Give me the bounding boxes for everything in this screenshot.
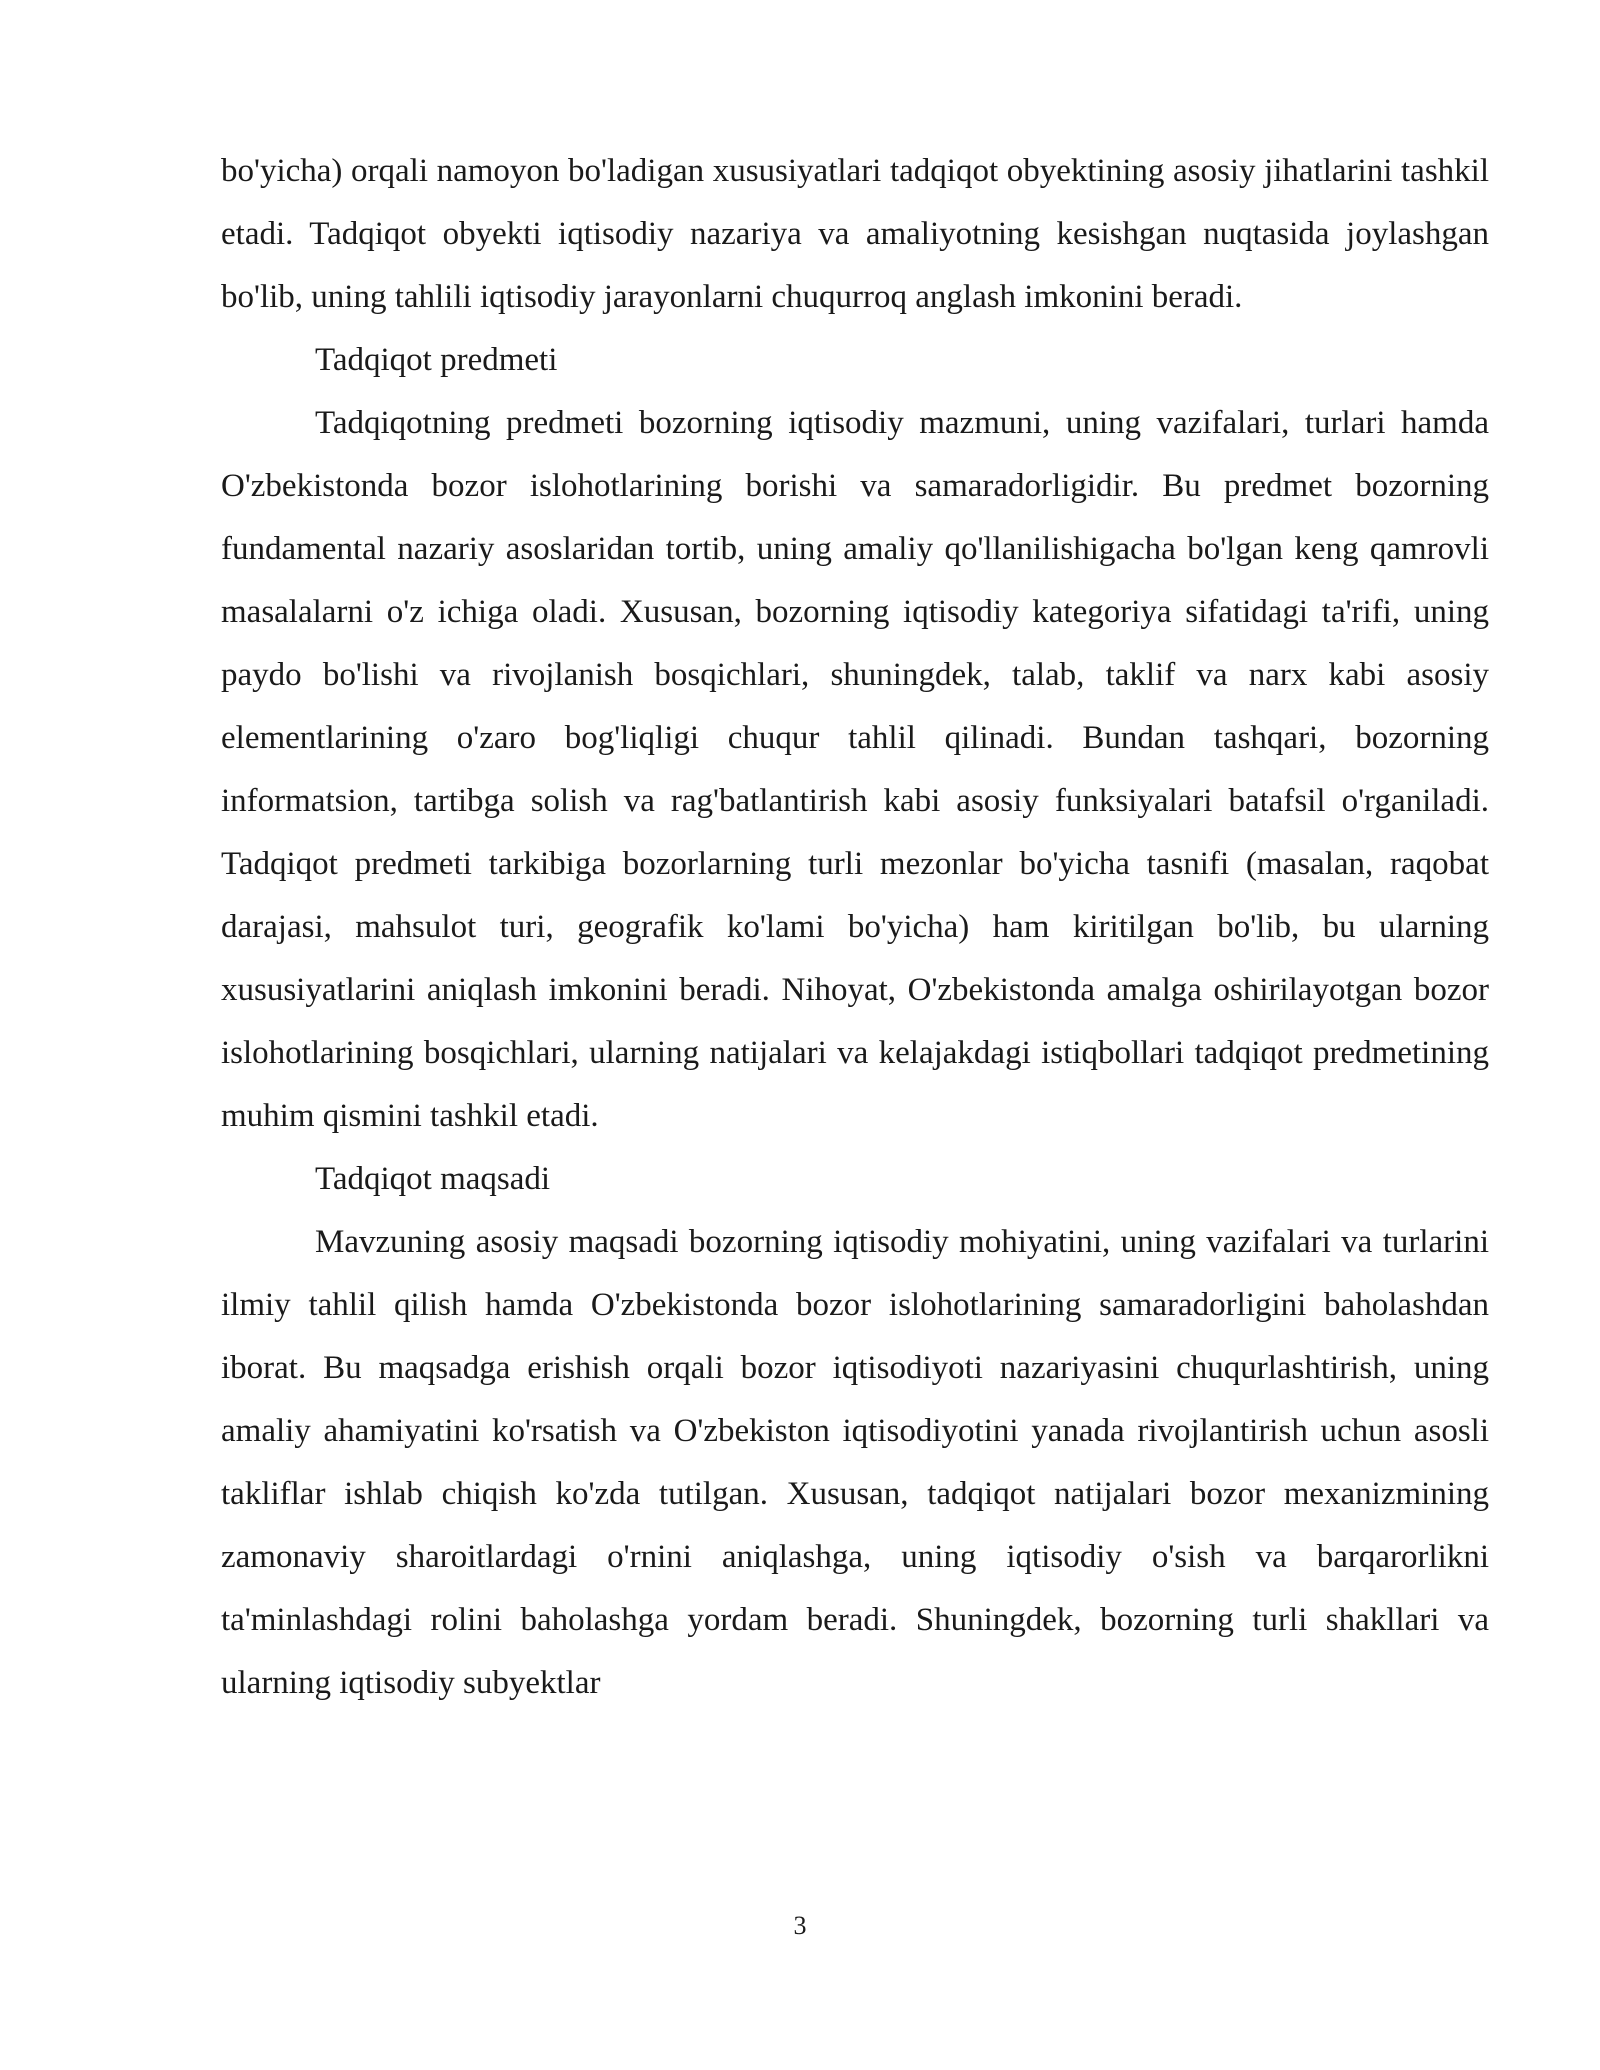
section-heading-goal: Tadqiqot maqsadi	[315, 1161, 551, 1197]
body-text	[221, 140, 1489, 1715]
paragraph-subject: Tadqiqotning predmeti bozorning iqtisodiy mazmuni, uning vazifalari, turlari hamda O'zbekistonda bozor islohotlarining borishi va samaradorligidir. Bu predmet bozorning fundamental nazariy asoslaridan tortib, uning amaliy qo'llanilishigacha bo'lgan keng qamrovli masalalarni o'z ichiga oladi. Xususan, bozorning iqtisodiy kategoriya sifatidagi ta'rifi, uning paydo bo'lishi va rivojlanish bosqichlari, shuningdek, talab, taklif va narx kabi asosiy elementlarining o'zaro bog'liqligi chuqur tahlil qilinadi. Bundan tashqari, bozorning informatsion, tartibga solish va rag'batlantirish kabi asosiy funksiyalari batafsil o'rganiladi. Tadqiqot predmeti tarkibiga bozorlarning turli mezonlar bo'yicha tasnifi (masalan, raqobat darajasi, mahsulot turi, geografik ko'lami bo'yicha) ham kiritilgan bo'lib, bu ularning xususiyatlarini aniqlash imkonini beradi. Nihoyat, O'zbekistonda amalga oshirilayotgan bozor islohotlarining bosqichlari, ularning natijalari va kelajakdagi istiqbollari tadqiqot predmetining muhim qismini tashkil etadi.	[221, 405, 1489, 1134]
section-heading-subject: Tadqiqot predmeti	[315, 342, 558, 378]
page-number: 3	[793, 1911, 807, 1940]
paragraph-goal: Mavzuning asosiy maqsadi bozorning iqtisodiy mohiyatini, uning vazifalari va turlarini ilmiy tahlil qilish hamda O'zbekistonda bozor islohotlarining samaradorligini baholashdan iborat. Bu maqsadga erishish orqali bozor iqtisodiyoti nazariyasini chuqurlashtirish, uning amaliy ahamiyatini ko'rsatish va O'zbekiston iqtisodiyotini yanada rivojlantirish uchun asosli takliflar ishlab chiqish ko'zda tutilgan. Xususan, tadqiqot natijalari bozor mexanizmining zamonaviy sharoitlardagi o'rnini aniqlashga, uning iqtisodiy o'sish va barqarorlikni ta'minlashdagi rolini baholashga yordam beradi. Shuningdek, bozorning turli shakllari va ularning iqtisodiy subyektlar	[221, 1224, 1489, 1701]
paragraph-continued: bo'yicha) orqali namoyon bo'ladigan xususiyatlari tadqiqot obyektining asosiy jihatlarini tashkil etadi. Tadqiqot obyekti iqtisodiy nazariya va amaliyotning kesishgan nuqtasida joylashgan bo'lib, uning tahlili iqtisodiy jarayonlarni chuqurroq anglash imkonini beradi.	[221, 153, 1489, 315]
